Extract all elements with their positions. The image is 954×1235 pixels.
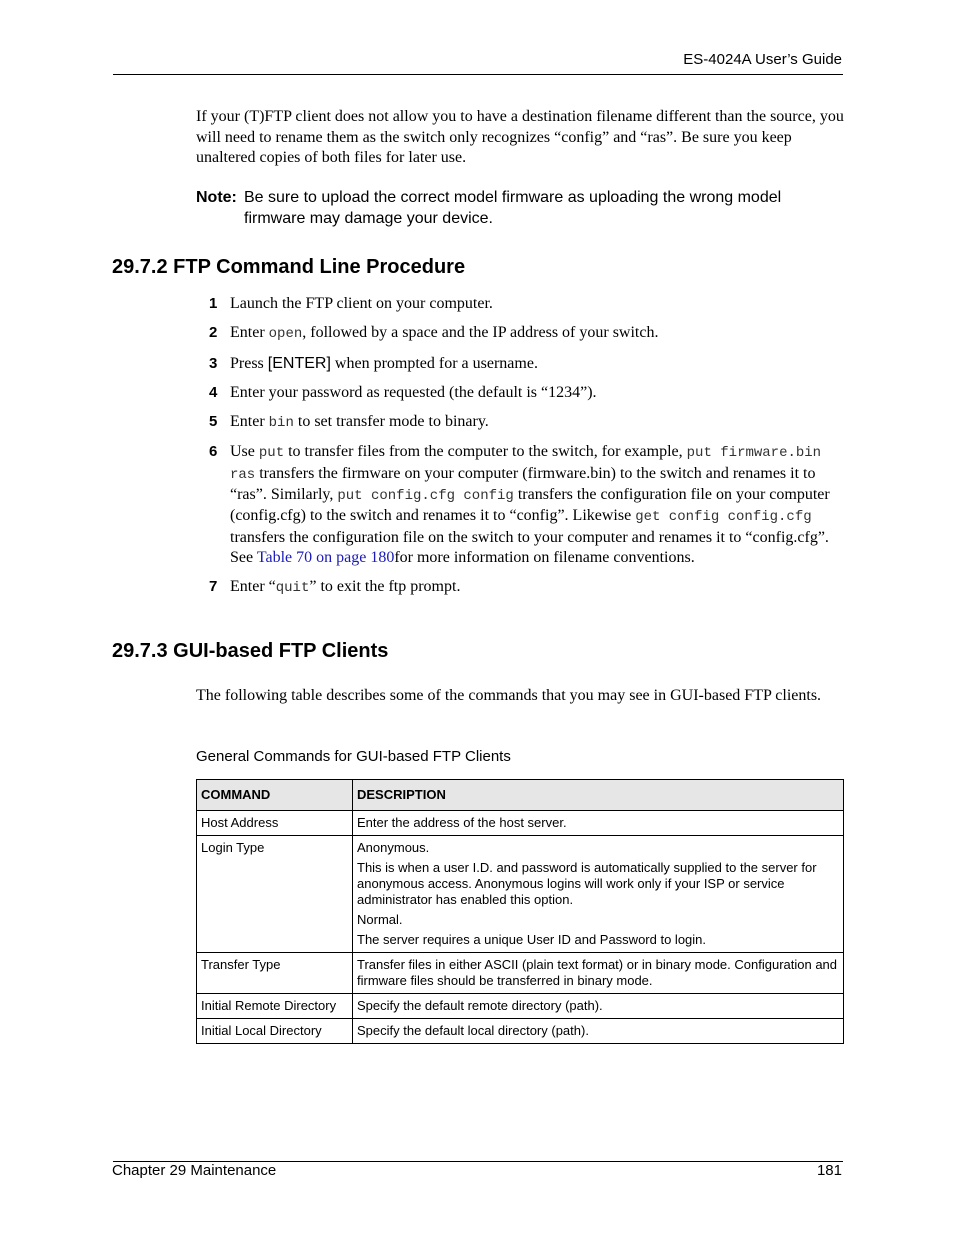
description-text: The server requires a unique User ID and Password to login. [357,932,707,947]
table-header-row [197,780,844,811]
step-text: Use [230,443,259,461]
step-item [209,323,849,344]
description-cell [353,953,844,994]
step-text: Enter your password as requested (the default is “1234”). [230,383,597,401]
table-row [197,1019,844,1044]
step-item [209,412,849,433]
description-cell [353,811,844,836]
code-get-config: get config config.cfg [635,509,812,526]
description-cell [353,1019,844,1044]
section-heading-ftp-command-line: 29.7.2 FTP Command Line Procedure [112,256,466,278]
step-number: 5 [209,413,218,431]
description-text: This is when a user I.D. and password is automatically supplied to the server for anonymous access. Anonymous logins will work only if your ISP or service administrator has enabled this option. [357,860,817,907]
command-cell: Initial Local Directory [197,1019,353,1044]
step-number: 1 [209,295,218,312]
description-text: Anonymous. [357,840,430,855]
commands-table [196,779,844,1044]
step-item [209,294,849,314]
code-quit: quit [275,580,310,597]
code-bin: bin [268,415,294,432]
step-text: to set transfer mode to binary. [293,413,489,431]
intro-paragraph: If your (T)FTP client does not allow you to have a destination filename different than the source, you will need to rename them as the switch only recognizes “config” and “ras”. Be sure you keep unaltered copies of both files for later use. [196,108,844,166]
table-row [197,953,844,994]
command-cell: Initial Remote Directory [197,994,353,1019]
step-text: Launch the FTP client on your computer. [230,295,493,312]
step-number: 6 [209,443,218,461]
page-number: 181 [816,1162,842,1179]
description-text: Transfer files in either ASCII (plain text format) or in binary mode. Configuration and firmware files should be transferred in binary mode. [357,957,838,988]
section-heading-gui-ftp-clients: 29.7.3 GUI-based FTP Clients [112,640,389,662]
table-row [197,994,844,1019]
code-put-firmware: put firmware.bin ras [230,445,822,483]
column-header-description: DESCRIPTION [353,780,844,811]
header-rule [113,74,843,75]
description-cell [353,836,844,953]
table-row [197,836,844,953]
table-reference-link[interactable]: Table 70 on page 180 [256,548,395,566]
description-text: Specify the default local directory (path). [357,1023,589,1038]
code-put-config: put config.cfg config [337,488,514,505]
step-text: when prompted for a username. [330,354,538,372]
step-text: transfers the configuration file on the switch to your computer and renames it to “config.cfg”. See [230,528,829,566]
note-text: Be sure to upload the correct model firmware as uploading the wrong model firmware may damage your device. [244,189,782,227]
header-title: ES-4024A User’s Guide [683,51,842,68]
description-text: Enter the address of the host server. [357,815,567,830]
step-text: transfers the firmware on your computer (firmware.bin) to the switch and renames it to “ras”. Similarly, [230,464,816,504]
step-item [209,383,849,403]
command-cell: Host Address [197,811,353,836]
step-text: Enter [230,324,269,342]
step-item [209,442,849,568]
note [196,188,844,229]
step-number: 3 [209,354,218,372]
code-put: put [258,445,285,462]
footer-chapter: Chapter 29 Maintenance [112,1162,277,1179]
column-header-command: COMMAND [197,780,353,811]
step-text: Enter “ [230,578,276,596]
step-text: Enter [230,413,269,431]
step-text: ” to exit the ftp prompt. [309,578,461,596]
gui-intro-paragraph: The following table describes some of the commands that you may see in GUI-based FTP clients. [196,687,822,704]
step-number: 7 [209,578,218,596]
step-number: 2 [209,324,218,342]
description-text: Normal. [357,912,403,927]
step-text: to transfer files from the computer to the switch, for example, [284,443,687,461]
description-cell [353,994,844,1019]
step-item [209,354,849,374]
step-text: for more information on filename conventions. [394,548,695,566]
table-row [197,811,844,836]
table-caption: General Commands for GUI-based FTP Clients [196,748,511,765]
step-item [209,577,849,598]
step-text: transfers the configuration file on your computer (config.cfg) to the switch and renames it to “config”. Likewise [230,486,830,525]
note-label: Note: [196,189,237,206]
step-text: , followed by a space and the IP address of your switch. [302,324,659,342]
step-text: Press [230,354,268,372]
step-number: 4 [209,383,218,401]
code-open: open [268,326,303,343]
command-cell: Transfer Type [197,953,353,994]
description-text: Specify the default remote directory (path). [357,998,603,1013]
key-enter: [ENTER] [267,354,331,372]
command-cell: Login Type [197,836,353,953]
procedure-steps [209,294,849,599]
